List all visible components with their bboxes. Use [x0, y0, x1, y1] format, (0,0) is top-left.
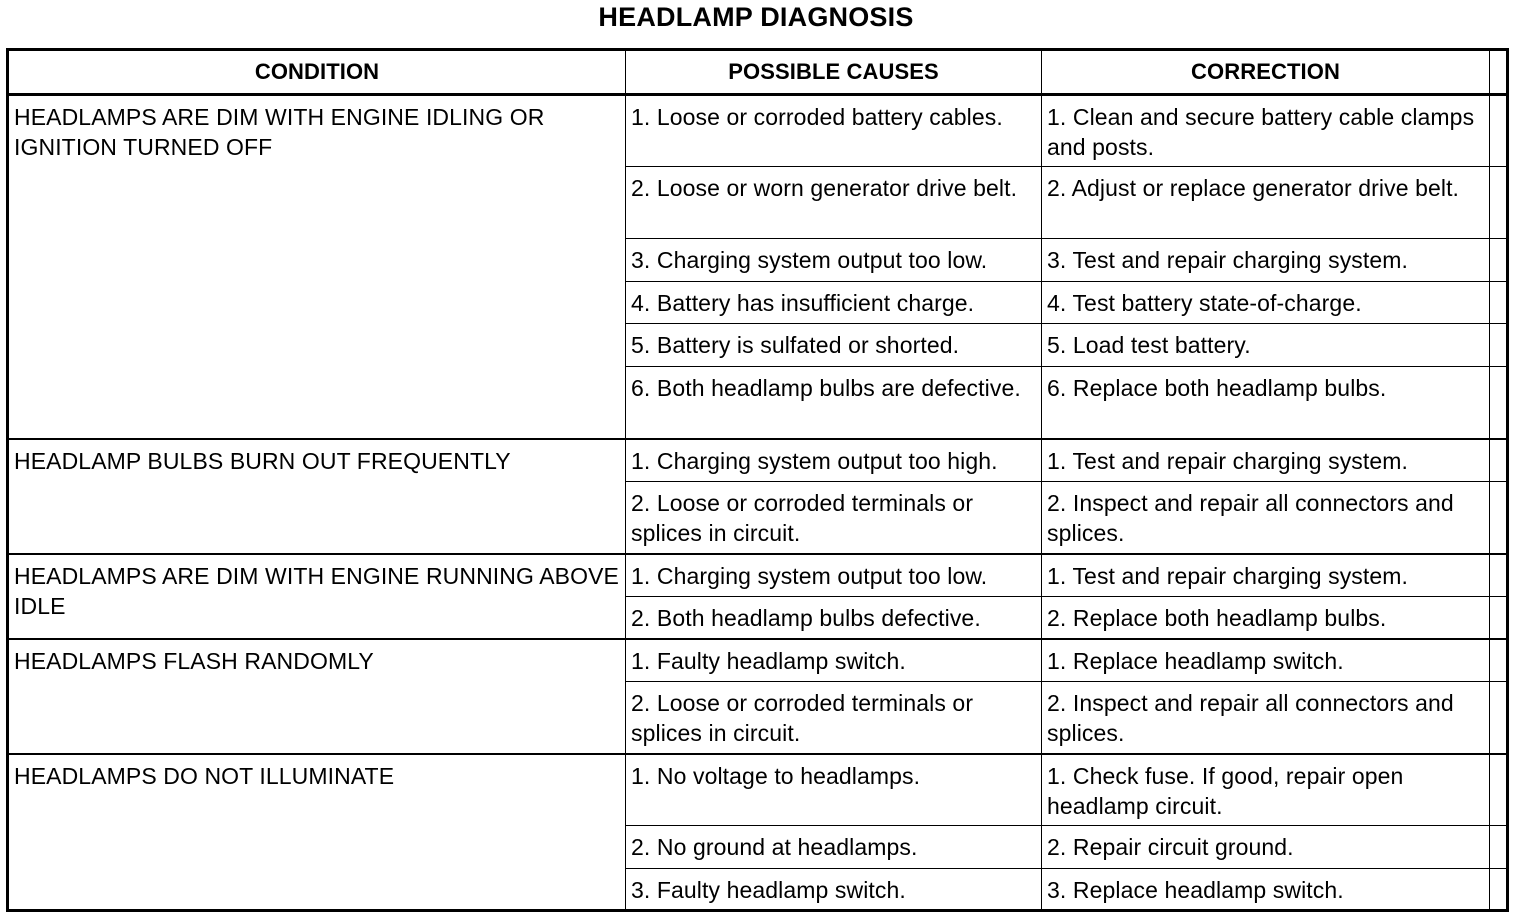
- correction-cell: 2. Adjust or replace generator drive belt.: [1042, 167, 1490, 239]
- condition-group: [8, 439, 1508, 554]
- correction-cell: 6. Replace both headlamp bulbs.: [1042, 367, 1490, 439]
- correction-cell: 1. Test and repair charging system.: [1042, 439, 1490, 482]
- correction-cell: 2. Inspect and repair all connectors and splices.: [1042, 682, 1490, 754]
- correction-cell: 3. Replace headlamp switch.: [1042, 869, 1490, 911]
- condition-group: [8, 639, 1508, 754]
- gutter-cell: [1490, 239, 1508, 282]
- gutter-cell: [1490, 682, 1508, 754]
- correction-cell: 3. Test and repair charging system.: [1042, 239, 1490, 282]
- correction-cell: 1. Replace headlamp switch.: [1042, 639, 1490, 682]
- gutter-cell: [1490, 95, 1508, 167]
- cause-cell: 2. Loose or corroded terminals or splices in circuit.: [626, 682, 1042, 754]
- cause-cell: 3. Faulty headlamp switch.: [626, 869, 1042, 911]
- condition-cell: HEADLAMPS ARE DIM WITH ENGINE RUNNING ABOVE IDLE: [8, 554, 626, 639]
- gutter-cell: [1490, 754, 1508, 826]
- gutter-cell: [1490, 167, 1508, 239]
- cause-cell: 1. Charging system output too low.: [626, 554, 1042, 597]
- page-title: HEADLAMP DIAGNOSIS: [598, 2, 914, 32]
- correction-cell: 2. Repair circuit ground.: [1042, 826, 1490, 869]
- correction-cell: 4. Test battery state-of-charge.: [1042, 282, 1490, 324]
- header-condition: CONDITION: [8, 50, 626, 95]
- condition-group: [8, 95, 1508, 439]
- cause-cell: 4. Battery has insufficient charge.: [626, 282, 1042, 324]
- condition-cell: HEADLAMPS FLASH RANDOMLY: [8, 639, 626, 754]
- cause-cell: 5. Battery is sulfated or shorted.: [626, 324, 1042, 367]
- gutter-cell: [1490, 554, 1508, 597]
- table-row: [8, 95, 1508, 167]
- cause-cell: 6. Both headlamp bulbs are defective.: [626, 367, 1042, 439]
- gutter-cell: [1490, 482, 1508, 554]
- gutter-cell: [1490, 282, 1508, 324]
- table-row: [8, 439, 1508, 482]
- correction-cell: 1. Clean and secure battery cable clamps and posts.: [1042, 95, 1490, 167]
- gutter-cell: [1490, 869, 1508, 911]
- table-row: [8, 639, 1508, 682]
- header-possible-causes: POSSIBLE CAUSES: [626, 50, 1042, 95]
- gutter-cell: [1490, 439, 1508, 482]
- correction-cell: 2. Inspect and repair all connectors and splices.: [1042, 482, 1490, 554]
- gutter-cell: [1490, 324, 1508, 367]
- correction-cell: 5. Load test battery.: [1042, 324, 1490, 367]
- cause-cell: 2. Loose or worn generator drive belt.: [626, 167, 1042, 239]
- gutter-cell: [1490, 367, 1508, 439]
- table-row: [8, 554, 1508, 597]
- header-correction: CORRECTION: [1042, 50, 1490, 95]
- correction-cell: 1. Check fuse. If good, repair open headlamp circuit.: [1042, 754, 1490, 826]
- cause-cell: 3. Charging system output too low.: [626, 239, 1042, 282]
- header-row: [8, 50, 1508, 95]
- condition-cell: HEADLAMPS DO NOT ILLUMINATE: [8, 754, 626, 911]
- correction-cell: 2. Replace both headlamp bulbs.: [1042, 597, 1490, 639]
- gutter-cell: [1490, 639, 1508, 682]
- correction-cell: 1. Test and repair charging system.: [1042, 554, 1490, 597]
- cause-cell: 1. Charging system output too high.: [626, 439, 1042, 482]
- condition-cell: HEADLAMP BULBS BURN OUT FREQUENTLY: [8, 439, 626, 554]
- header-gutter: [1490, 50, 1508, 95]
- table-row: [8, 754, 1508, 826]
- cause-cell: 1. Loose or corroded battery cables.: [626, 95, 1042, 167]
- cause-cell: 2. No ground at headlamps.: [626, 826, 1042, 869]
- condition-group: [8, 754, 1508, 911]
- cause-cell: 2. Both headlamp bulbs defective.: [626, 597, 1042, 639]
- cause-cell: 1. No voltage to headlamps.: [626, 754, 1042, 826]
- condition-cell: HEADLAMPS ARE DIM WITH ENGINE IDLING OR IGNITION TURNED OFF: [8, 95, 626, 439]
- condition-group: [8, 554, 1508, 639]
- diagnosis-table: [6, 48, 1509, 912]
- gutter-cell: [1490, 826, 1508, 869]
- gutter-cell: [1490, 597, 1508, 639]
- cause-cell: 1. Faulty headlamp switch.: [626, 639, 1042, 682]
- cause-cell: 2. Loose or corroded terminals or splices in circuit.: [626, 482, 1042, 554]
